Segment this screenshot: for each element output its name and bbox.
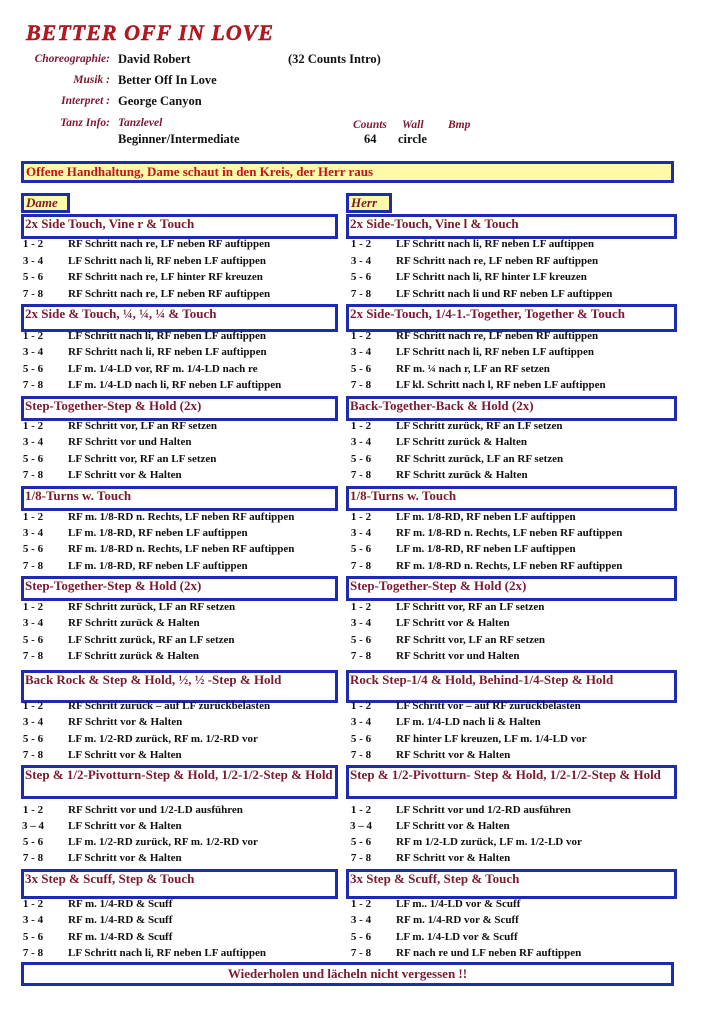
- step-count: 3 - 4: [22, 436, 44, 448]
- step-count: 7 - 8: [22, 947, 44, 959]
- intro-note: (32 Counts Intro): [288, 52, 381, 66]
- step-description: LF Schritt nach li, RF neben LF auftippen: [68, 330, 267, 342]
- step-description: RF m. 1/4-RD & Scuff: [68, 898, 173, 910]
- section-right-6-title: Rock Step-1/4 & Hold, Behind-1/4-Step & Hold: [346, 670, 677, 703]
- step-count: 1 - 2: [22, 804, 44, 816]
- step-description: LF Schritt vor und 1/2-RD ausführen: [396, 804, 571, 816]
- step-count: 1 - 2: [22, 700, 44, 712]
- step-description: RF Schritt vor und Halten: [396, 650, 520, 662]
- column-header-dame: Dame: [21, 193, 70, 213]
- footer-note: Wiederholen und lächeln nicht vergessen !!: [21, 962, 674, 986]
- step-count: 7 - 8: [350, 650, 372, 662]
- step-description: RF Schritt nach li, RF neben LF auftippen: [68, 346, 267, 358]
- section-left-2-title: 2x Side & Touch, ¼, ¼, ¼ & Touch: [21, 304, 338, 332]
- step-description: RF m. 1/4-RD & Scuff: [68, 931, 173, 943]
- step-count: 5 - 6: [350, 733, 372, 745]
- step-count: 5 - 6: [22, 931, 44, 943]
- step-description: RF Schritt vor & Halten: [396, 749, 511, 761]
- step-description: RF m. 1/4-RD vor & Scuff: [396, 914, 519, 926]
- step-description: RF Schritt zurück, LF an RF setzen: [68, 601, 236, 613]
- step-description: LF Schritt nach li, RF neben LF auftippen: [68, 947, 267, 959]
- step-count: 5 - 6: [350, 271, 372, 283]
- step-description: RF Schritt vor und Halten: [68, 436, 192, 448]
- step-description: RF hinter LF kreuzen, LF m. 1/4-LD vor: [396, 733, 587, 745]
- step-description: LF Schritt zurück, RF an LF setzen: [396, 420, 563, 432]
- counts-value: 64: [364, 132, 377, 146]
- step-description: LF Schritt zurück & Halten: [68, 650, 199, 662]
- step-description: LF Schritt vor & Halten: [68, 469, 182, 481]
- wall-value: circle: [398, 132, 427, 146]
- step-description: RF Schritt zurück – auf LF zurückbelasten: [68, 700, 271, 712]
- step-description: RF m. 1/8-RD n. Rechts, LF neben RF auftippen: [396, 560, 623, 572]
- step-description: RF Schritt zurück & Halten: [396, 469, 528, 481]
- section-right-8-title: 3x Step & Scuff, Step & Touch: [346, 869, 677, 899]
- step-description: LF m. 1/8-RD, RF neben LF auftippen: [68, 560, 248, 572]
- step-description: RF Schritt nach re, LF neben RF auftippen: [396, 255, 599, 267]
- step-count: 5 - 6: [350, 363, 372, 375]
- step-count: 1 - 2: [350, 330, 372, 342]
- step-count: 3 - 4: [350, 914, 372, 926]
- section-left-5-title: Step-Together-Step & Hold (2x): [21, 576, 338, 601]
- step-count: 7 - 8: [22, 749, 44, 761]
- step-count: 1 - 2: [350, 511, 372, 523]
- step-count: 5 - 6: [22, 363, 44, 375]
- step-description: RF m. 1/8-RD n. Rechts, LF neben RF auftippen: [68, 543, 295, 555]
- step-count: 5 - 6: [350, 931, 372, 943]
- step-count: 5 - 6: [22, 634, 44, 646]
- step-description: LF m. 1/8-RD, RF neben LF auftippen: [68, 527, 248, 539]
- holding-instruction-banner: Offene Handhaltung, Dame schaut in den Kreis, der Herr raus: [21, 161, 674, 183]
- step-description: LF Schritt vor, RF an LF setzen: [68, 453, 217, 465]
- step-count: 1 - 2: [22, 420, 44, 432]
- counts-label: Counts: [353, 119, 387, 131]
- section-right-1-title: 2x Side-Touch, Vine l & Touch: [346, 214, 677, 239]
- step-description: LF Schritt nach li, RF neben LF auftippen: [396, 346, 595, 358]
- step-count: 1 - 2: [22, 898, 44, 910]
- step-description: LF Schritt vor, RF an LF setzen: [396, 601, 545, 613]
- step-count: 1 - 2: [350, 601, 372, 613]
- step-description: RF m. 1/8-RD n. Rechts, LF neben RF auftippen: [68, 511, 295, 523]
- step-count: 3 - 4: [22, 346, 44, 358]
- section-left-4-title: 1/8-Turns w. Touch: [21, 486, 338, 511]
- step-count: 7 - 8: [350, 288, 372, 300]
- step-count: 1 - 2: [350, 700, 372, 712]
- section-left-8-title: 3x Step & Scuff, Step & Touch: [21, 869, 338, 899]
- step-count: 3 – 4: [22, 820, 44, 832]
- step-count: 7 - 8: [22, 650, 44, 662]
- music-value: Better Off In Love: [118, 73, 217, 87]
- level-label: Tanzlevel: [118, 117, 163, 129]
- choreo-value: David Robert: [118, 52, 191, 66]
- step-count: 7 - 8: [350, 852, 372, 864]
- step-count: 5 - 6: [350, 836, 372, 848]
- dance-info-label: Tanz Info:: [60, 117, 110, 129]
- step-count: 5 - 6: [22, 836, 44, 848]
- step-description: RF m 1/2-LD zurück, LF m. 1/2-LD vor: [396, 836, 582, 848]
- step-count: 5 - 6: [350, 543, 372, 555]
- step-count: 1 - 2: [350, 420, 372, 432]
- step-count: 7 - 8: [350, 560, 372, 572]
- step-description: LF m. 1/2-RD zurück, RF m. 1/2-RD vor: [68, 733, 258, 745]
- step-count: 3 - 4: [350, 346, 372, 358]
- step-description: RF Schritt vor & Halten: [68, 716, 183, 728]
- step-count: 7 - 8: [22, 288, 44, 300]
- step-count: 3 - 4: [350, 617, 372, 629]
- step-description: LF m. 1/4-LD nach li & Halten: [396, 716, 541, 728]
- step-count: 7 - 8: [350, 947, 372, 959]
- bmp-label: Bmp: [448, 119, 471, 131]
- section-right-7-title: Step & 1/2-Pivotturn- Step & Hold, 1/2-1/2-Step & Hold: [346, 765, 677, 799]
- step-description: LF Schritt vor & Halten: [396, 820, 510, 832]
- step-description: LF m. 1/4-LD nach li, RF neben LF auftippen: [68, 379, 282, 391]
- step-description: RF Schritt nach re, LF neben RF auftippen: [68, 288, 271, 300]
- wall-label: Wall: [402, 119, 424, 131]
- section-right-4-title: 1/8-Turns w. Touch: [346, 486, 677, 511]
- column-header-herr: Herr: [346, 193, 392, 213]
- step-count: 7 - 8: [22, 560, 44, 572]
- step-description: LF m.. 1/4-LD vor & Scuff: [396, 898, 521, 910]
- step-count: 5 - 6: [22, 453, 44, 465]
- step-description: LF Schritt vor & Halten: [68, 820, 182, 832]
- section-left-6-title: Back Rock & Step & Hold, ½, ½ -Step & Hold: [21, 670, 338, 703]
- artist-label: Interpret :: [61, 95, 110, 107]
- step-description: RF nach re und LF neben RF auftippen: [396, 947, 582, 959]
- step-description: LF Schritt zurück & Halten: [396, 436, 527, 448]
- step-description: LF m. 1/8-RD, RF neben LF auftippen: [396, 511, 576, 523]
- step-description: RF Schritt vor & Halten: [396, 852, 511, 864]
- step-count: 1 - 2: [350, 804, 372, 816]
- step-count: 1 - 2: [22, 511, 44, 523]
- step-count: 7 - 8: [22, 469, 44, 481]
- step-count: 3 - 4: [350, 527, 372, 539]
- step-description: RF Schritt zurück, LF an RF setzen: [396, 453, 564, 465]
- step-description: RF m. ¼ nach r, LF an RF setzen: [396, 363, 550, 375]
- choreo-label: Choreographie:: [34, 53, 110, 65]
- step-description: RF Schritt nach re, LF hinter RF kreuzen: [68, 271, 263, 283]
- step-description: RF Schritt nach re, LF neben RF auftippen: [396, 330, 599, 342]
- step-count: 7 - 8: [350, 749, 372, 761]
- step-description: RF Schritt nach re, LF neben RF auftippen: [68, 238, 271, 250]
- step-description: LF Schritt zurück, RF an LF setzen: [68, 634, 235, 646]
- step-description: LF Schritt vor & Halten: [396, 617, 510, 629]
- step-count: 3 - 4: [350, 716, 372, 728]
- step-description: RF Schritt zurück & Halten: [68, 617, 200, 629]
- step-count: 3 - 4: [22, 914, 44, 926]
- step-count: 1 - 2: [22, 238, 44, 250]
- step-description: LF m. 1/4-LD vor & Scuff: [396, 931, 518, 943]
- step-count: 1 - 2: [22, 601, 44, 613]
- step-count: 5 - 6: [22, 543, 44, 555]
- step-count: 7 - 8: [350, 469, 372, 481]
- step-count: 5 - 6: [350, 453, 372, 465]
- step-description: LF m. 1/4-LD vor, RF m. 1/4-LD nach re: [68, 363, 258, 375]
- step-count: 1 - 2: [350, 898, 372, 910]
- section-left-3-title: Step-Together-Step & Hold (2x): [21, 396, 338, 421]
- step-description: LF kl. Schritt nach l, RF neben LF auftippen: [396, 379, 606, 391]
- section-left-1-title: 2x Side Touch, Vine r & Touch: [21, 214, 338, 239]
- step-count: 3 - 4: [22, 255, 44, 267]
- step-description: LF Schritt vor & Halten: [68, 749, 182, 761]
- step-description: LF Schritt vor & Halten: [68, 852, 182, 864]
- step-description: LF Schritt vor – auf RF zurückbelasten: [396, 700, 581, 712]
- step-description: LF Schritt nach li, RF hinter LF kreuzen: [396, 271, 587, 283]
- step-description: RF Schritt vor und 1/2-LD ausführen: [68, 804, 243, 816]
- step-count: 7 - 8: [350, 379, 372, 391]
- step-count: 7 - 8: [22, 379, 44, 391]
- step-description: LF m. 1/2-RD zurück, RF m. 1/2-RD vor: [68, 836, 258, 848]
- step-count: 3 - 4: [350, 255, 372, 267]
- step-count: 3 - 4: [22, 527, 44, 539]
- step-description: RF Schritt vor, LF an RF setzen: [68, 420, 217, 432]
- artist-value: George Canyon: [118, 94, 202, 108]
- step-description: LF m. 1/8-RD, RF neben LF auftippen: [396, 543, 576, 555]
- section-left-7-title: Step & 1/2-Pivotturn-Step & Hold, 1/2-1/2-Step & Hold: [21, 765, 338, 799]
- step-description: RF m. 1/8-RD n. Rechts, LF neben RF auftippen: [396, 527, 623, 539]
- step-description: LF Schritt nach li, RF neben LF auftippen: [396, 238, 595, 250]
- step-description: RF Schritt vor, LF an RF setzen: [396, 634, 545, 646]
- step-count: 3 – 4: [350, 820, 372, 832]
- step-count: 3 - 4: [350, 436, 372, 448]
- level-value: Beginner/Intermediate: [118, 132, 240, 146]
- step-count: 1 - 2: [22, 330, 44, 342]
- section-right-3-title: Back-Together-Back & Hold (2x): [346, 396, 677, 421]
- step-count: 5 - 6: [22, 733, 44, 745]
- step-count: 3 - 4: [22, 716, 44, 728]
- section-right-5-title: Step-Together-Step & Hold (2x): [346, 576, 677, 601]
- step-description: RF m. 1/4-RD & Scuff: [68, 914, 173, 926]
- step-count: 7 - 8: [22, 852, 44, 864]
- step-description: LF Schritt nach li und RF neben LF auftippen: [396, 288, 613, 300]
- step-count: 3 - 4: [22, 617, 44, 629]
- music-label: Musik :: [73, 74, 110, 86]
- step-count: 5 - 6: [22, 271, 44, 283]
- step-description: LF Schritt nach li, RF neben LF auftippen: [68, 255, 267, 267]
- step-count: 5 - 6: [350, 634, 372, 646]
- step-count: 1 - 2: [350, 238, 372, 250]
- page-title: BETTER OFF IN LOVE: [26, 20, 275, 45]
- section-right-2-title: 2x Side-Touch, 1/4-1.-Together, Together & Touch: [346, 304, 677, 332]
